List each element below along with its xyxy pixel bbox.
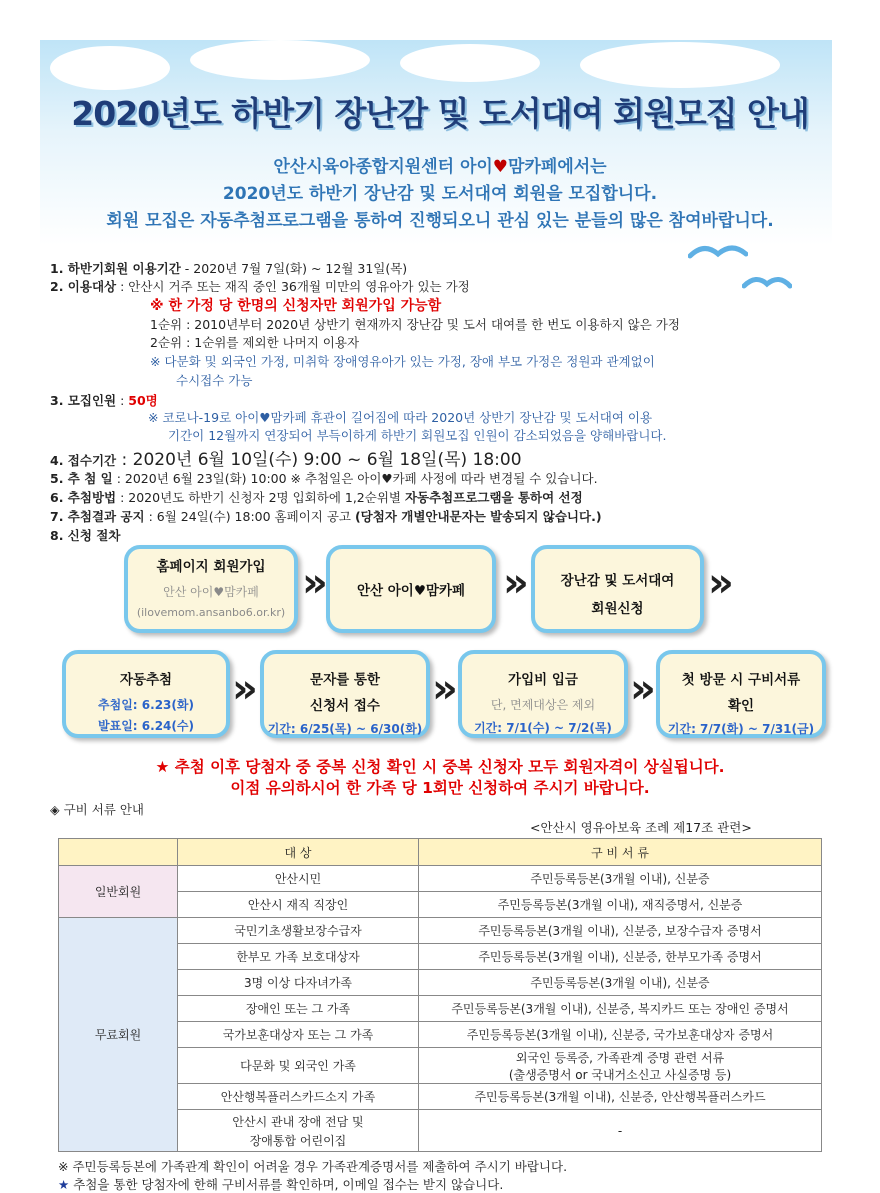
item-value-bold: (당첨자 개별안내문자는 발송되지 않습니다.) bbox=[354, 509, 602, 524]
item-eligibility bbox=[50, 277, 470, 295]
item-sep: : bbox=[116, 393, 129, 408]
item-label: 6. 추첨방법 bbox=[50, 490, 117, 505]
footer-note-text: 추첨을 통한 당첨자에 한해 구비서류를 확인하며, 이메일 접수는 받지 않습니다. bbox=[69, 1177, 504, 1192]
duplicate-warning: ★ 추첨 이후 당첨자 중 중복 신청 확인 시 중복 신청자 모두 회원자격이 상실됩니다. bbox=[155, 758, 725, 776]
chevron-right-icon: » bbox=[232, 666, 244, 712]
cloud-decoration bbox=[190, 40, 370, 80]
chevron-right-icon: » bbox=[708, 560, 720, 606]
step-title: 장난감 및 도서대여 bbox=[560, 573, 675, 589]
item-value: : 2020년 6월 23일(화) 10:00 ※ 추첨일은 아이♥카페 사정에 따라 변경될 수 있습니다. bbox=[112, 471, 598, 486]
category-general: 일반회원 bbox=[59, 866, 178, 918]
item-label: 5. 추 첨 일 bbox=[50, 471, 113, 486]
table-row bbox=[59, 918, 822, 944]
item-value-bold: 자동추첨프로그램을 통하여 선정 bbox=[404, 490, 583, 505]
row-docs: 주민등록등본(3개월 이내), 신분증, 국가보훈대상자 증명서 bbox=[419, 1022, 822, 1048]
item-value: : 2020년도 하반기 신청자 2명 입회하에 1,2순위별 bbox=[116, 490, 405, 505]
step-member-application bbox=[531, 545, 704, 633]
table-header-target: 대 상 bbox=[178, 839, 419, 866]
eligibility-note: ※ 한 가정 당 한명의 신청자만 회원가입 가능함 bbox=[150, 298, 442, 314]
cloud-decoration bbox=[400, 44, 540, 82]
item-value: : 안산시 거주 또는 재직 중인 36개월 미만의 영유아가 있는 가정 bbox=[116, 279, 470, 294]
row-docs: 주민등록등본(3개월 이내), 신분증, 한부모가족 증명서 bbox=[419, 944, 822, 970]
row-target-line: 장애통합 어린이집 bbox=[249, 1133, 347, 1148]
heart-icon: ♥ bbox=[492, 157, 509, 177]
step-title: 신청서 접수 bbox=[310, 698, 380, 714]
step-homepage-signup bbox=[124, 545, 298, 633]
step-subtitle: 단, 면제대상은 제외 bbox=[490, 698, 596, 712]
step-date: 발표일: 6.24(수) bbox=[98, 719, 194, 733]
intro-text: 안산시육아종합지원센터 아이 bbox=[273, 157, 493, 177]
step-title: 자동추첨 bbox=[119, 672, 173, 688]
item-label: 2. 이용대상 bbox=[50, 279, 117, 294]
step-cafe bbox=[326, 545, 496, 633]
item-application-period bbox=[50, 445, 522, 470]
row-target: 3명 이상 다자녀가족 bbox=[178, 970, 419, 996]
row-target: 안산시민 bbox=[178, 866, 419, 892]
docs-heading: ◈ 구비 서류 안내 bbox=[50, 802, 144, 817]
step-period: 기간: 7/7(화) ~ 7/31(금) bbox=[667, 722, 815, 736]
item-label: 3. 모집인원 bbox=[50, 393, 117, 408]
item-label: 4. 접수기간 bbox=[50, 453, 117, 468]
bird-icon bbox=[742, 270, 792, 292]
item-value: 50명 bbox=[128, 393, 158, 408]
step-title: 문자를 통한 bbox=[310, 672, 380, 688]
row-docs: 주민등록등본(3개월 이내), 신분증, 안산행복플러스카드 bbox=[419, 1084, 822, 1110]
row-docs-line: 외국인 등록증, 가족관계 증명 관련 서류 bbox=[515, 1050, 725, 1065]
footer-note-family: ※ 주민등록등본에 가족관계 확인이 어려울 경우 가족관계증명서를 제출하여 주시기 바랍니다. bbox=[58, 1159, 568, 1174]
capacity-note: ※ 코로나-19로 아이♥맘카페 휴관이 길어짐에 따라 2020년 상반기 장난감 및 도서대여 이용 bbox=[148, 410, 653, 425]
step-title: 첫 방문 시 구비서류 bbox=[681, 672, 801, 688]
step-date: 추첨일: 6.23(화) bbox=[98, 698, 194, 712]
bird-icon bbox=[688, 238, 748, 262]
step-fee-payment bbox=[458, 650, 628, 738]
step-period: 기간: 6/25(목) ~ 6/30(화) bbox=[267, 722, 423, 736]
item-result-notice bbox=[50, 507, 602, 525]
eligibility-extra: ※ 다문화 및 외국인 가정, 미취학 장애영유아가 있는 가정, 장애 부모 가정은 정원과 관계없이 bbox=[150, 354, 655, 369]
table-header-docs: 구 비 서 류 bbox=[419, 839, 822, 866]
table-header-empty bbox=[59, 839, 178, 866]
item-draw-method bbox=[50, 488, 583, 506]
intro-text: 맘카페에서는 bbox=[508, 157, 607, 177]
capacity-note: 기간이 12월까지 연장되어 부득이하게 하반기 회원모집 인원이 감소되었음을 양해바랍니다. bbox=[168, 428, 667, 443]
table-header-row bbox=[59, 839, 822, 866]
step-document-check bbox=[656, 650, 826, 738]
docs-reference: <안산시 영유아보육 조례 제17조 관련> bbox=[530, 820, 752, 835]
chevron-right-icon: » bbox=[630, 666, 642, 712]
category-free: 무료회원 bbox=[59, 918, 178, 1152]
row-docs bbox=[419, 1048, 822, 1084]
step-title: 회원신청 bbox=[591, 601, 644, 617]
step-sms-application bbox=[260, 650, 430, 738]
eligibility-rank2: 2순위 : 1순위를 제외한 나머지 이용자 bbox=[150, 335, 360, 350]
row-docs: 주민등록등본(3개월 이내), 신분증 bbox=[419, 970, 822, 996]
step-auto-draw bbox=[62, 650, 230, 738]
star-icon: ★ bbox=[58, 1177, 70, 1192]
row-docs: 주민등록등본(3개월 이내), 신분증, 복지카드 또는 장애인 증명서 bbox=[419, 996, 822, 1022]
item-label: 7. 추첨결과 공지 bbox=[50, 509, 145, 524]
step-title: 홈페이지 회원가입 bbox=[156, 559, 266, 575]
cloud-decoration bbox=[580, 42, 780, 88]
item-usage-period bbox=[50, 259, 407, 277]
row-docs: - bbox=[419, 1110, 822, 1152]
item-value: : 2020년 6월 10일(수) 9:00 ~ 6월 18일(목) 18:00 bbox=[116, 450, 522, 470]
row-target: 안산행복플러스카드소지 가족 bbox=[178, 1084, 419, 1110]
step-title: 안산 아이♥맘카페 bbox=[356, 583, 466, 599]
item-capacity bbox=[50, 391, 158, 409]
item-procedure bbox=[50, 526, 120, 544]
row-target: 장애인 또는 그 가족 bbox=[178, 996, 419, 1022]
chevron-right-icon: » bbox=[432, 666, 444, 712]
row-docs: 주민등록등본(3개월 이내), 신분증 bbox=[419, 866, 822, 892]
row-target-line: 안산시 관내 장애 전담 및 bbox=[232, 1114, 364, 1129]
row-target: 다문화 및 외국인 가족 bbox=[178, 1048, 419, 1084]
item-draw-date bbox=[50, 469, 598, 487]
cloud-decoration bbox=[50, 46, 170, 90]
row-docs: 주민등록등본(3개월 이내), 신분증, 보장수급자 증명서 bbox=[419, 918, 822, 944]
intro-line-1 bbox=[0, 152, 880, 177]
chevron-right-icon: » bbox=[302, 560, 314, 606]
intro-line-3: 회원 모집은 자동추첨프로그램을 통하여 진행되오니 관심 있는 분들의 많은 참여바랍니다. bbox=[106, 211, 774, 231]
row-target: 한부모 가족 보호대상자 bbox=[178, 944, 419, 970]
step-subtitle: 안산 아이♥맘카페 bbox=[163, 585, 259, 599]
row-target: 국가보훈대상자 또는 그 가족 bbox=[178, 1022, 419, 1048]
item-value: : 6월 24일(수) 18:00 홈페이지 공고 bbox=[144, 509, 355, 524]
row-docs-line: (출생증명서 or 국내거소신고 사실증명 등) bbox=[508, 1067, 732, 1082]
page-title: 2020년도 하반기 장난감 및 도서대여 회원모집 안내 bbox=[71, 94, 809, 133]
step-title: 가입비 입금 bbox=[508, 672, 578, 688]
eligibility-rank1: 1순위 : 2010년부터 2020년 상반기 현재까지 장난감 및 도서 대여를 한 번도 이용하지 않은 가정 bbox=[150, 317, 680, 332]
eligibility-extra: 수시접수 가능 bbox=[176, 373, 253, 388]
footer-note-email bbox=[58, 1175, 503, 1193]
item-label: 8. 신청 절차 bbox=[50, 528, 121, 543]
duplicate-warning: 이점 유의하시어 한 가족 당 1회만 신청하여 주시기 바랍니다. bbox=[230, 779, 650, 797]
step-url: (ilovemom.ansanbo6.or.kr) bbox=[136, 606, 286, 619]
row-target: 안산시 재직 직장인 bbox=[178, 892, 419, 918]
table-row bbox=[59, 866, 822, 892]
intro-line-2: 2020년도 하반기 장난감 및 도서대여 회원을 모집합니다. bbox=[222, 184, 658, 204]
item-value: - 2020년 7월 7일(화) ~ 12월 31일(목) bbox=[180, 261, 408, 276]
row-docs: 주민등록등본(3개월 이내), 재직증명서, 신분증 bbox=[419, 892, 822, 918]
chevron-right-icon: » bbox=[503, 560, 515, 606]
row-target bbox=[178, 1110, 419, 1152]
step-period: 기간: 7/1(수) ~ 7/2(목) bbox=[474, 721, 612, 735]
row-target: 국민기초생활보장수급자 bbox=[178, 918, 419, 944]
item-label: 1. 하반기회원 이용기간 bbox=[50, 261, 181, 276]
required-documents-table bbox=[58, 838, 822, 1152]
step-title: 확인 bbox=[727, 698, 755, 714]
